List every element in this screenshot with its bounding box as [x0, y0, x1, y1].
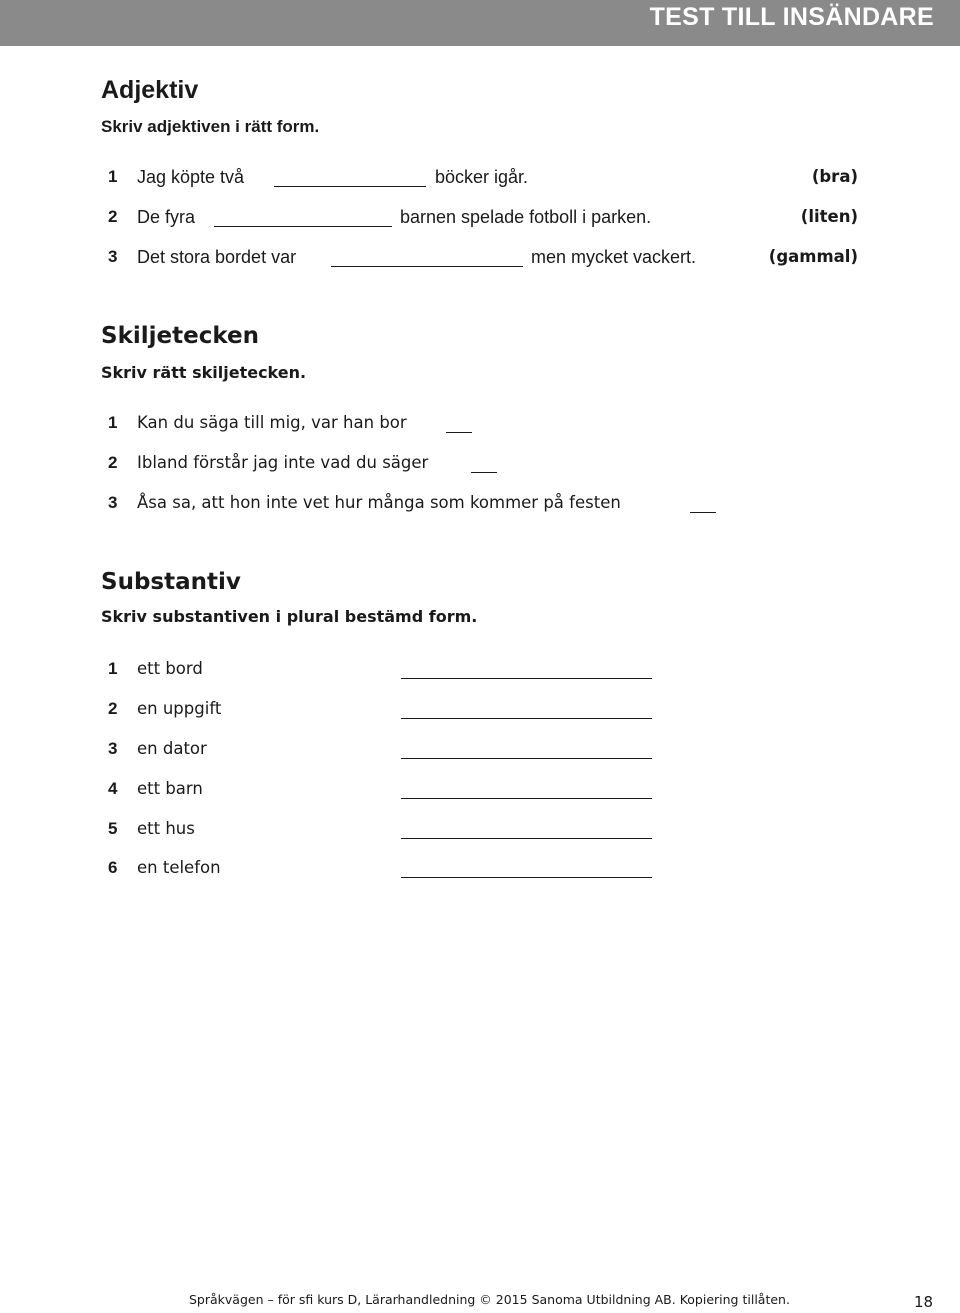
exercise-row: [0, 493, 960, 517]
answer-blank[interactable]: [401, 838, 652, 839]
exercise-row: [0, 453, 960, 477]
exercise-row: [0, 858, 960, 882]
exercise-row: [0, 167, 960, 191]
item-number: 2: [108, 699, 118, 718]
item-hint: (bra): [811, 167, 858, 186]
answer-blank[interactable]: [446, 432, 472, 433]
section-instruction-substantiv: Skriv substantiven i plural bestämd form.: [101, 607, 478, 626]
item-text: ett hus: [137, 819, 195, 838]
answer-blank[interactable]: [331, 266, 523, 267]
item-text-after: barnen spelade fotboll i parken.: [400, 207, 652, 227]
item-text-after: böcker igår.: [435, 167, 529, 187]
item-number: 2: [108, 207, 118, 226]
item-text-before: Jag köpte två: [137, 167, 245, 187]
item-number: 5: [108, 819, 118, 838]
exercise-row: [0, 413, 960, 437]
item-text: en telefon: [137, 858, 221, 877]
item-text: ett bord: [137, 659, 203, 678]
item-number: 1: [108, 413, 118, 432]
item-number: 3: [108, 739, 118, 758]
page-number: 18: [914, 1293, 934, 1311]
item-number: 3: [108, 493, 118, 512]
exercise-row: [0, 819, 960, 843]
item-text: Ibland förstår jag inte vad du säger: [137, 453, 429, 472]
answer-blank[interactable]: [690, 512, 716, 513]
item-number: 3: [108, 247, 118, 266]
item-number: 4: [108, 779, 118, 798]
item-text: en dator: [137, 739, 207, 758]
answer-blank[interactable]: [274, 186, 426, 187]
exercise-row: [0, 247, 960, 271]
exercise-row: [0, 739, 960, 763]
exercise-row: [0, 779, 960, 803]
item-text: Åsa sa, att hon inte vet hur många som kommer på festen: [137, 493, 621, 512]
item-text-before: De fyra: [137, 207, 196, 227]
item-text: Kan du säga till mig, var han bor: [137, 413, 407, 432]
exercise-row: [0, 659, 960, 683]
answer-blank[interactable]: [471, 472, 497, 473]
item-number: 6: [108, 858, 118, 877]
item-text: ett barn: [137, 779, 203, 798]
header-title: TEST TILL INSÄNDARE: [649, 3, 934, 31]
item-text-before: Det stora bordet var: [137, 247, 297, 267]
section-title-skiljetecken: Skiljetecken: [101, 323, 259, 349]
answer-blank[interactable]: [401, 718, 652, 719]
item-number: 2: [108, 453, 118, 472]
item-hint: (gammal): [768, 247, 858, 266]
exercise-row: [0, 699, 960, 723]
section-instruction-skiljetecken: Skriv rätt skiljetecken.: [101, 363, 307, 382]
item-number: 1: [108, 659, 118, 678]
exercise-row: [0, 207, 960, 231]
section-title-adjektiv: Adjektiv: [101, 76, 199, 104]
answer-blank[interactable]: [401, 678, 652, 679]
section-instruction-adjektiv: Skriv adjektiven i rätt form.: [101, 117, 320, 136]
answer-blank[interactable]: [214, 226, 392, 227]
item-text-after: men mycket vackert.: [531, 247, 697, 267]
answer-blank[interactable]: [401, 877, 652, 878]
item-number: 1: [108, 167, 118, 186]
answer-blank[interactable]: [401, 758, 652, 759]
item-hint: (liten): [800, 207, 858, 226]
answer-blank[interactable]: [401, 798, 652, 799]
section-title-substantiv: Substantiv: [101, 569, 241, 595]
footer-copyright: Språkvägen – för sfi kurs D, Lärarhandledning © 2015 Sanoma Utbildning AB. Kopiering tillåten.: [189, 1292, 790, 1307]
item-text: en uppgift: [137, 699, 222, 718]
